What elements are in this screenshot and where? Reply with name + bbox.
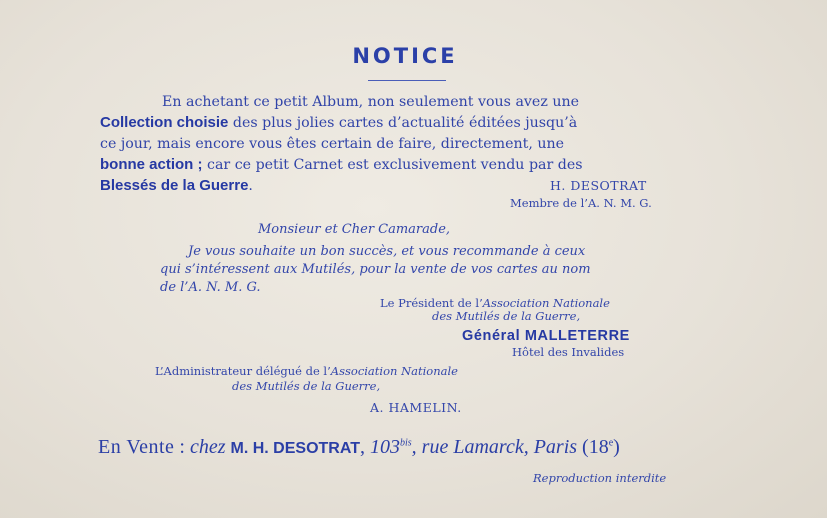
intro-line-4 bbox=[100, 155, 583, 176]
footer-reproduction: Reproduction interdite bbox=[533, 471, 667, 485]
letter-line-3: de l’A. N. M. G. bbox=[160, 280, 261, 295]
president-title-line-2: des Mutilés de la Guerre, bbox=[432, 309, 581, 323]
sale-info: En Vente : chez M. H. DESOTRAT, $103^{bis}$, rue Lamarck, Paris (18e) bbox=[98, 436, 620, 458]
letter-salutation: Monsieur et Cher Camarade, bbox=[258, 222, 451, 237]
intro-line-5: Blessés de la Guerre. bbox=[100, 177, 253, 194]
sale-label: En Vente bbox=[98, 436, 175, 458]
intro-line-3: ce jour, mais encore vous êtes certain de faire, directement, une bbox=[100, 136, 565, 152]
admin-name: A. HAMELIN. bbox=[370, 400, 462, 415]
sale-street: , rue Lamarck, Paris bbox=[411, 436, 578, 458]
signer-desotrat-name: H. DESOTRAT bbox=[550, 178, 647, 193]
intro-highlight-blesses: Blessés de la Guerre bbox=[100, 177, 249, 194]
intro-line-2-text: des plus jolies cartes d’actualité éditées jusqu’à bbox=[232, 115, 578, 131]
intro-line-4-text: car ce petit Carnet est exclusivement vendu par des bbox=[207, 157, 583, 173]
president-address: Hôtel des Invalides bbox=[512, 345, 625, 359]
title-underline bbox=[368, 80, 446, 81]
sale-arrondissement: (18e) bbox=[582, 436, 620, 458]
president-name: Général MALLETERRE bbox=[462, 328, 630, 344]
sale-seller: M. H. DESOTRAT bbox=[230, 440, 360, 457]
admin-title-line-2: des Mutilés de la Guerre, bbox=[232, 379, 381, 393]
intro-highlight-collection: Collection choisie bbox=[100, 114, 229, 131]
letter-line-1: Je vous souhaite un bon succès, et vous recommande à ceux bbox=[188, 244, 586, 259]
admin-title-line-1: L’Administrateur délégué de l’Association Nationale bbox=[155, 364, 458, 378]
sale-chez: chez bbox=[189, 436, 226, 458]
page-title: NOTICE bbox=[352, 44, 458, 68]
president-title-line-1: Le Président de l’Association Nationale bbox=[380, 296, 610, 310]
letter-line-2: qui s’intéressent aux Mutilés, pour la vente de vos cartes au nom bbox=[160, 262, 591, 277]
intro-line-2 bbox=[100, 113, 577, 134]
signer-desotrat-role: Membre de l’A. N. M. G. bbox=[510, 196, 652, 210]
intro-line-1: En achetant ce petit Album, non seulement vous avez une bbox=[162, 94, 579, 110]
sale-street-number: 103 bbox=[370, 436, 400, 458]
intro-highlight-action: bonne action ; bbox=[100, 156, 203, 173]
